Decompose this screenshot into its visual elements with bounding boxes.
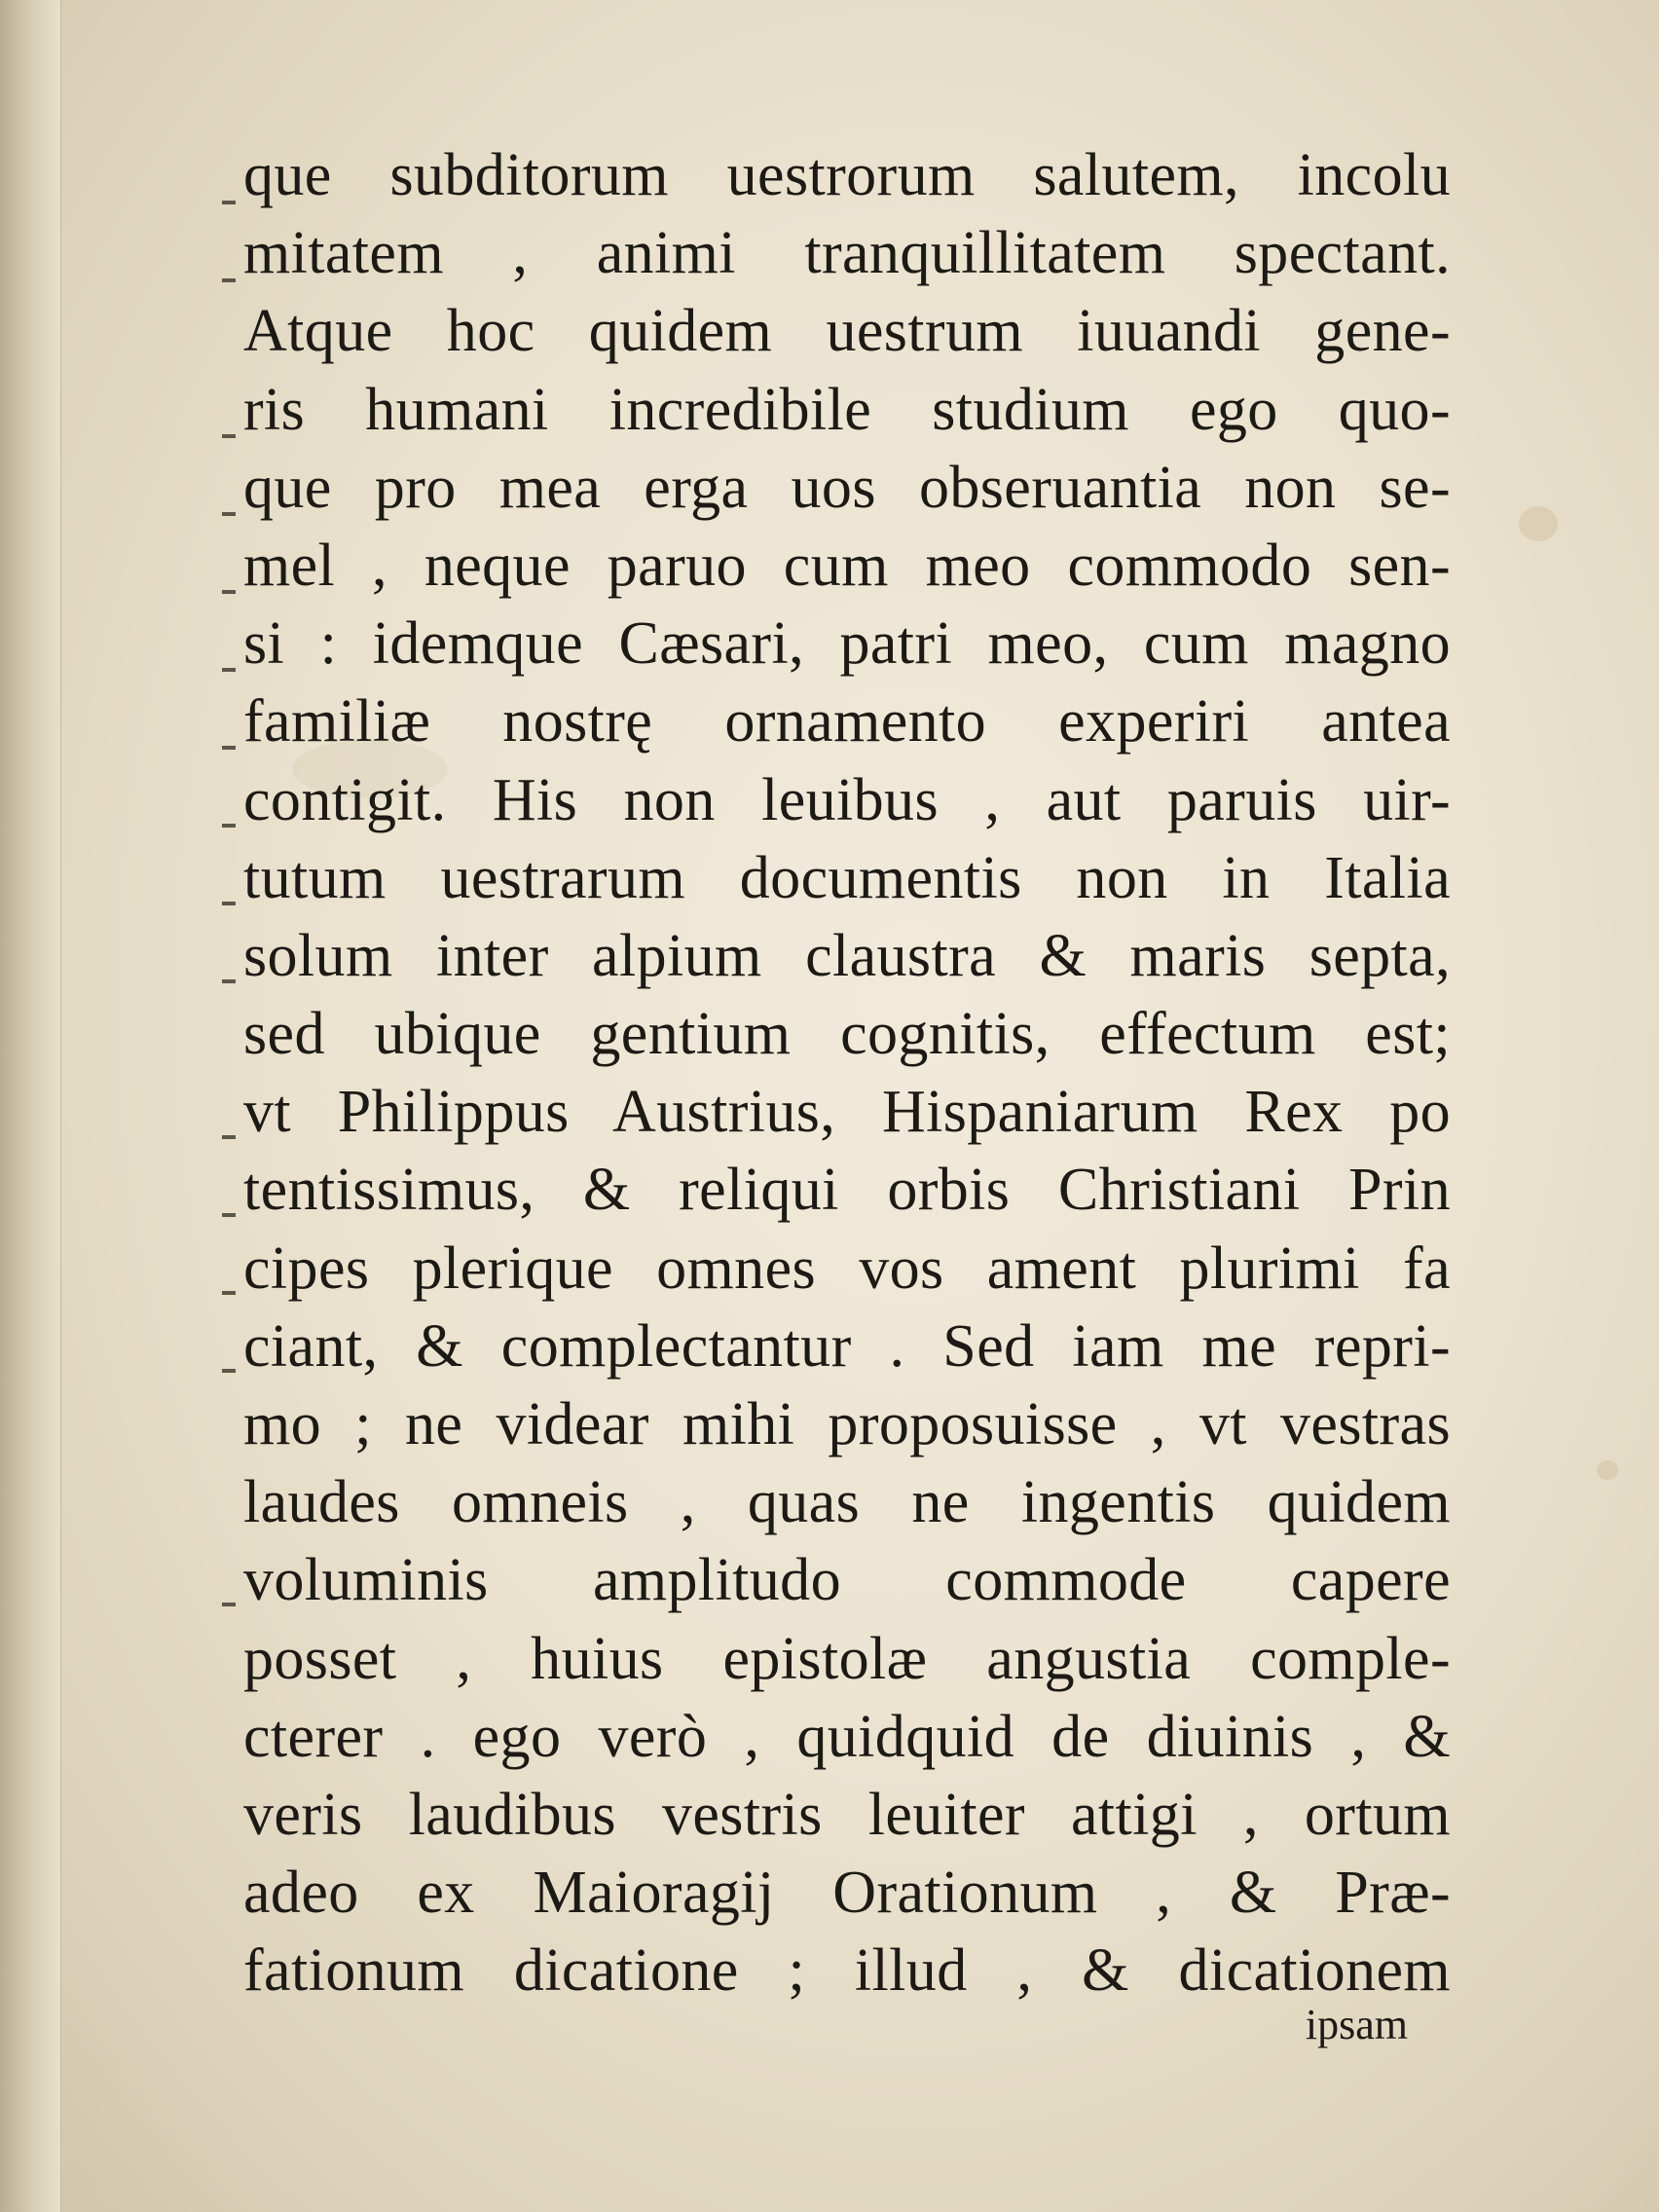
text-line: tentissimus, & reliqui orbis Christiani Prin — [243, 1157, 1451, 1224]
text-line: mo ; ne videar mihi proposuisse , vt vestras — [243, 1391, 1451, 1457]
margin-mark — [222, 902, 236, 905]
text-line: mitatem , animi tranquillitatem spectant. — [243, 220, 1451, 287]
margin-mark — [222, 1135, 236, 1139]
text-line: Atque hoc quidem uestrum iuuandi gene- — [243, 298, 1451, 365]
margin-mark — [222, 824, 236, 828]
text-line: que pro mea erga uos obseruantia non se- — [243, 454, 1451, 521]
text-line: ciant, & complectantur . Sed iam me repri- — [243, 1312, 1451, 1380]
text-line: tutum uestrarum documentis non in Italia — [243, 844, 1451, 911]
text-line: posset , huius epistolæ angustia comple- — [243, 1625, 1451, 1692]
margin-mark — [222, 434, 236, 438]
margin-mark — [222, 1291, 236, 1295]
paper-stain — [1519, 506, 1558, 541]
text-line: fationum dicatione ; illud , & dicationem — [243, 1937, 1451, 2005]
margin-mark — [222, 668, 236, 672]
text-line: sed ubique gentium cognitis, effectum est; — [243, 1001, 1451, 1068]
text-line: familiæ nostrę ornamento experiri antea — [243, 688, 1451, 756]
margin-mark — [222, 979, 236, 983]
text-line: veris laudibus vestris leuiter attigi , ortum — [243, 1781, 1451, 1848]
margin-mark — [222, 278, 236, 282]
margin-mark — [222, 1369, 236, 1373]
margin-mark — [222, 201, 236, 204]
margin-mark — [222, 1603, 236, 1606]
body-text — [243, 136, 1451, 2010]
text-line: laudes omneis , quas ne ingentis quidem — [243, 1469, 1451, 1536]
text-line: solum inter alpium claustra & maris septa, — [243, 922, 1451, 989]
margin-mark — [222, 746, 236, 750]
text-line: voluminis amplitudo commode capere — [243, 1547, 1451, 1614]
text-line: ris humani incredibile studium ego quo- — [243, 376, 1451, 443]
text-line: mel , neque paruo cum meo commodo sen- — [243, 532, 1451, 599]
text-line: vt Philippus Austrius, Hispaniarum Rex po — [243, 1079, 1451, 1146]
margin-mark — [222, 512, 236, 516]
text-line: que subditorum uestrorum salutem, incolu — [243, 142, 1451, 208]
text-line: cterer . ego verò , quidquid de diuinis , & — [243, 1703, 1451, 1770]
paper-stain — [1597, 1460, 1618, 1480]
text-line: cipes plerique omnes vos ament plurimi fa — [243, 1235, 1451, 1302]
margin-mark — [222, 590, 236, 594]
text-line: si : idemque Cæsari, patri meo, cum magno — [243, 610, 1451, 678]
book-binding-edge — [0, 0, 61, 2212]
text-line: contigit. His non leuibus , aut paruis uir- — [243, 766, 1451, 833]
margin-mark — [222, 1213, 236, 1217]
text-line: adeo ex Maioragij Orationum , & Præ- — [243, 1860, 1451, 1927]
catchword: ipsam — [1305, 2001, 1408, 2048]
